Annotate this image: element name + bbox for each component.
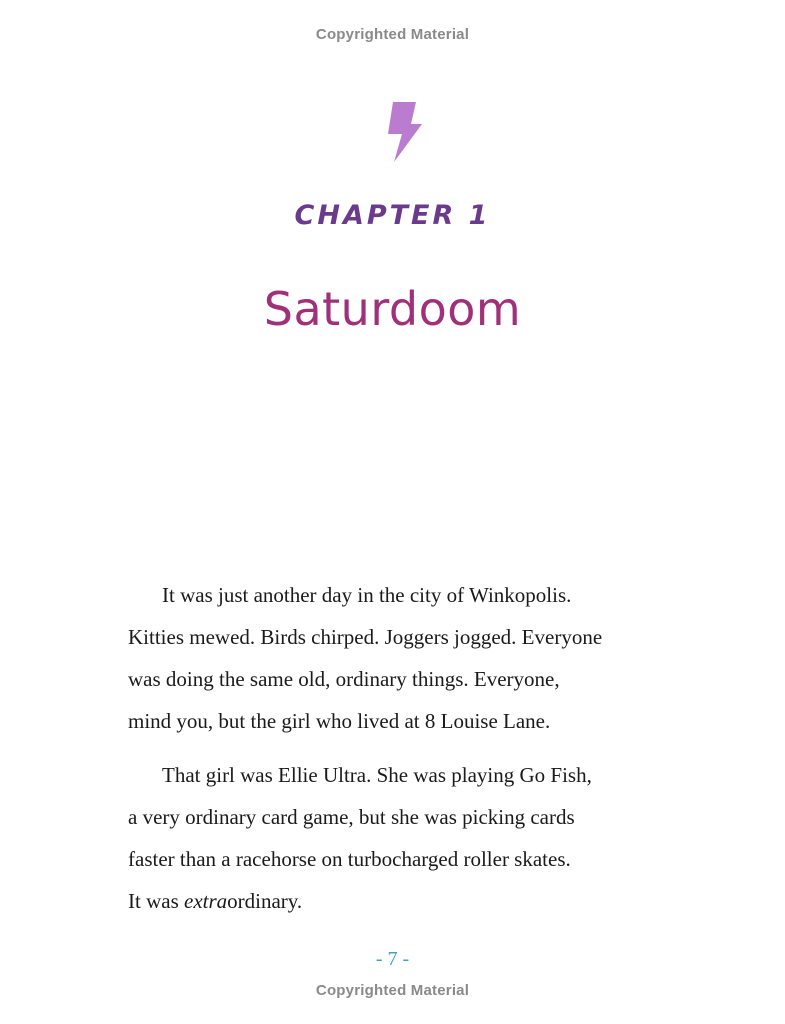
- chapter-body: [128, 574, 698, 934]
- text-line: faster than a racehorse on turbocharged roller skates.: [128, 847, 571, 871]
- text-segment: ordinary.: [227, 889, 303, 913]
- text-line: a very ordinary card game, but she was picking cards: [128, 805, 575, 829]
- italic-emphasis: extra: [184, 889, 228, 913]
- copyright-notice-top: Copyrighted Material: [315, 26, 470, 43]
- paragraph-1: [128, 574, 698, 742]
- text-line: That girl was Ellie Ultra. She was playing Go Fish,: [162, 763, 592, 787]
- paragraph-2: [128, 754, 698, 922]
- chapter-title: Saturdoom: [263, 282, 522, 336]
- chapter-label: CHAPTER 1: [294, 200, 491, 231]
- text-line: was doing the same old, ordinary things. Everyone,: [128, 667, 560, 691]
- text-segment: It was: [128, 889, 184, 913]
- text-line: [128, 880, 698, 922]
- text-line: It was just another day in the city of Winkopolis.: [162, 583, 572, 607]
- page-number: - 7 -: [375, 948, 410, 970]
- text-line: Kitties mewed. Birds chirped. Joggers jogged. Everyone: [128, 625, 603, 649]
- copyright-notice-bottom: Copyrighted Material: [315, 982, 470, 999]
- lightning-bolt-icon: [380, 100, 430, 164]
- text-line: mind you, but the girl who lived at 8 Louise Lane.: [128, 709, 551, 733]
